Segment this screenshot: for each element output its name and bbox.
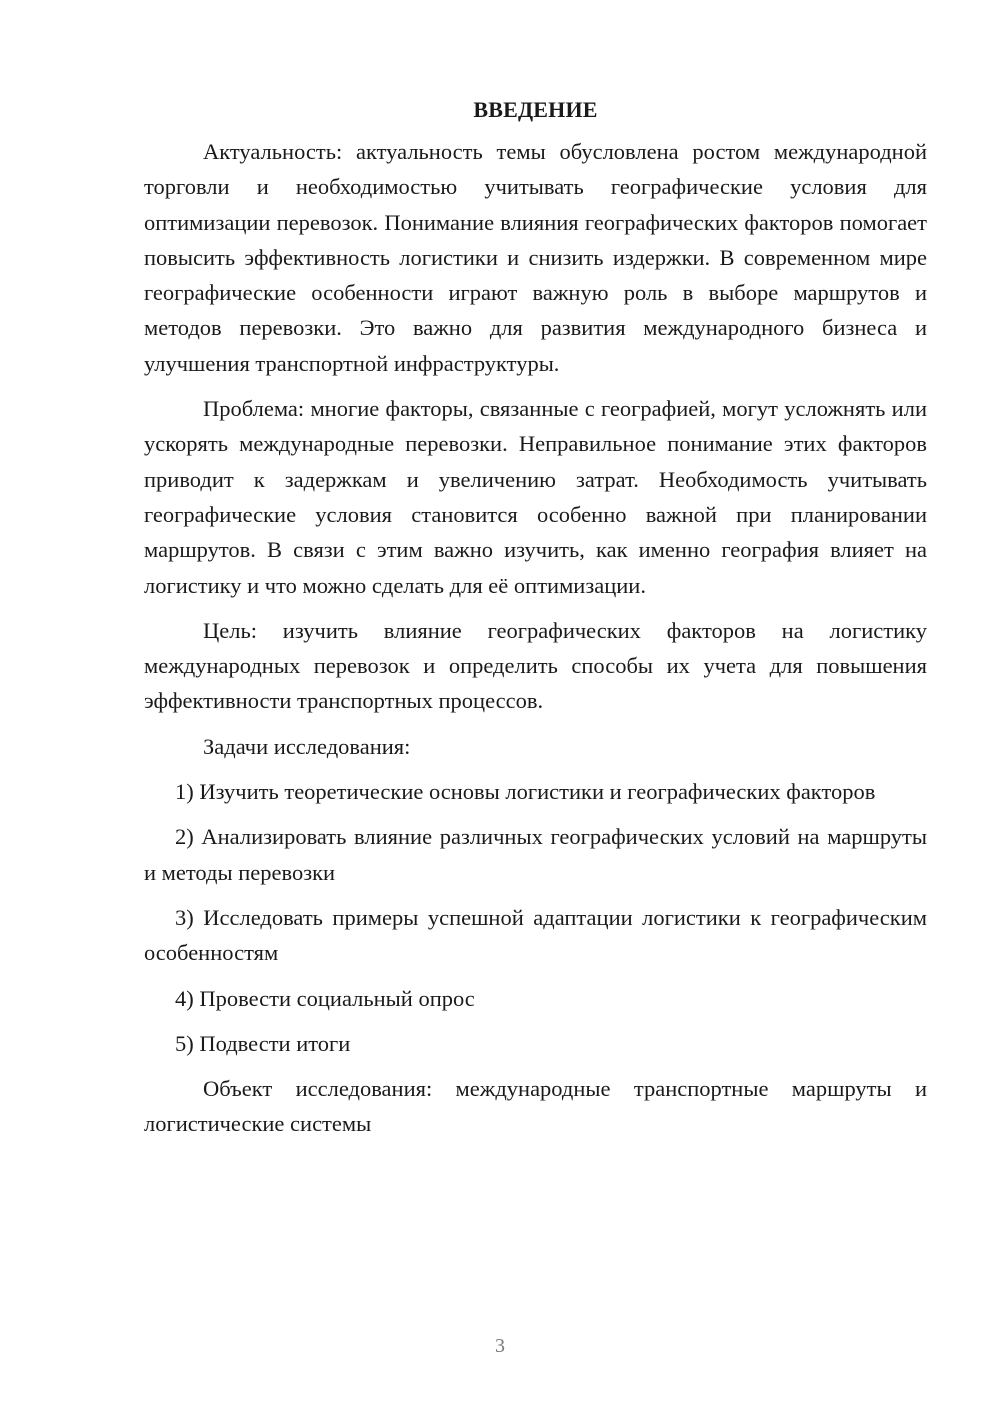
task-item-5: 5) Подвести итоги xyxy=(175,1030,351,1056)
task-item-2: 2) Анализировать влияние различных географических условий на маршруты и методы перевозки xyxy=(144,824,927,885)
paragraph-relevance: Актуальность: актуальность темы обусловлена ростом международной торговли и необходимостью учитывать географические условия для оптимизации перевозок. Понимание влияния географических факторов помогает повысить эффективность логистики и снизить издержки. В современном мире географические особенности играют важную роль в выборе маршрутов и методов перевозки. Это важно для развития международного бизнеса и улучшения транспортной инфраструктуры. xyxy=(144,139,927,376)
section-heading: ВВЕДЕНИЕ xyxy=(473,97,598,122)
page-number: 3 xyxy=(495,1335,505,1357)
document-page xyxy=(144,92,927,1152)
paragraph-problem: Проблема: многие факторы, связанные с географией, могут усложнять или ускорять международные перевозки. Неправильное понимание этих факторов приводит к задержкам и увеличению затрат. Необходимость учитывать географические условия становится особенно важной при планировании маршрутов. В связи с этим важно изучить, как именно география влияет на логистику и что можно сделать для её оптимизации. xyxy=(144,396,927,598)
task-item-3: 3) Исследовать примеры успешной адаптации логистики к географическим особенностям xyxy=(144,904,927,966)
task-item-4: 4) Провести социальный опрос xyxy=(175,985,475,1011)
task-item-1: 1) Изучить теоретические основы логистики и географических факторов xyxy=(175,779,876,805)
paragraph-goal: Цель: изучить влияние географических факторов на логистику международных перевозок и определить способы их учета для повышения эффективности транспортных процессов. xyxy=(144,617,927,714)
paragraph-object: Объект исследования: международные транспортные маршруты и логистические системы xyxy=(144,1076,927,1137)
paragraph-tasks-intro: Задачи исследования: xyxy=(203,733,411,759)
